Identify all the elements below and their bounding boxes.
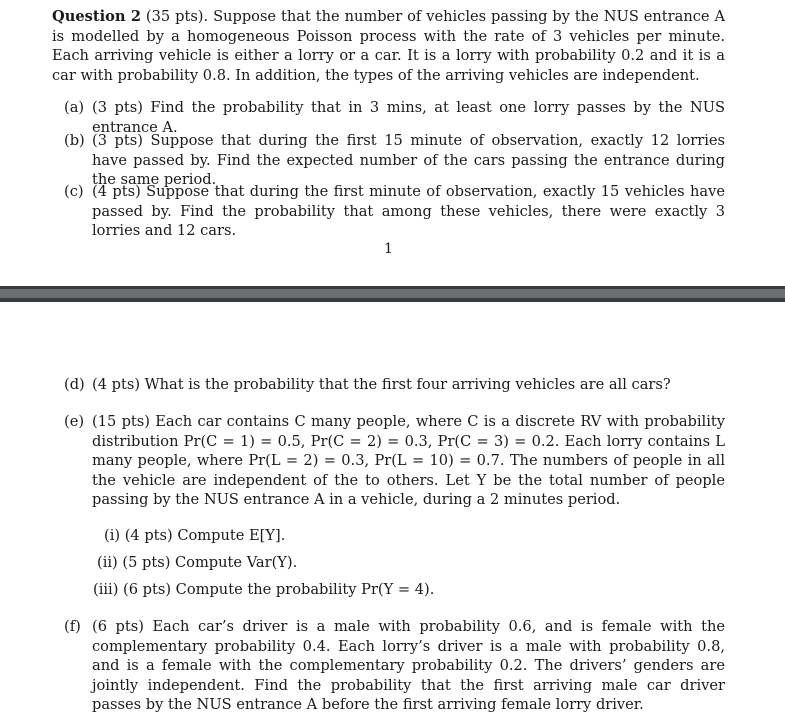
part-e-label: (e) [64,413,85,430]
part-c [64,182,725,241]
part-b-label: (b) [64,132,85,149]
part-f [64,617,725,715]
part-e-i-text: (4 pts) Compute E[Y]. [124,527,286,544]
part-e-ii-label: (ii) [97,554,118,571]
page-2 [0,302,785,719]
part-e-i [104,526,704,546]
page-separator [0,286,785,302]
part-b-text: (3 pts) Suppose that during the first 15 minute of observation, exactly 12 lorries have passed by. Find the expected number of the cars passing the entrance during the same period. [92,132,725,188]
part-d-label: (d) [64,376,85,393]
question-points: (35 pts). [145,8,209,25]
question-intro [52,7,725,85]
question-text: Suppose that the number of vehicles passing by the NUS entrance A is modelled by a homogeneous Poisson process with the rate of 3 vehicles per minute. Each arriving vehicle is either a lorry or a car. It is a lorry with probability 0.2 and it is a car with probability 0.8. In addition, the types of the arriving vehicles are independent. [52,8,725,84]
page-1 [0,0,785,286]
part-e-ii-text: (5 pts) Compute Var(Y). [122,554,298,571]
part-e-text: (15 pts) Each car contains C many people, where C is a discrete RV with probability distribution Pr(C = 1) = 0.5, Pr(C = 2) = 0.3, Pr(C = 3) = 0.2. Each lorry contains L many people, where Pr(L = 2) = 0.3, Pr(L = 10) = 0.7. The numbers of people in all the vehicle are independent of the to others. Let Y be the total number of people passing by the NUS entrance A in a vehicle, during a 2 minutes period. [92,413,725,508]
part-e-ii [97,553,697,573]
part-e-iii [93,580,693,600]
part-b [64,131,725,190]
part-c-text: (4 pts) Suppose that during the first minute of observation, exactly 15 vehicles have passed by. Find the probability that among these vehicles, there were exactly 3 lorries and 12 cars. [92,183,725,239]
page-number: 1 [384,241,393,257]
part-d [64,375,725,395]
part-f-text: (6 pts) Each car’s driver is a male with probability 0.6, and is female with the complementary probability 0.4. Each lorry’s driver is a male with probability 0.8, and is a female with the complementary probability 0.2. The drivers’ genders are jointly independent. Find the probability that the first arriving male car driver passes by the NUS entrance A before the first arriving female lorry driver. [92,618,725,713]
part-f-label: (f) [64,618,81,635]
question-label: Question 2 [52,8,141,25]
part-e-i-label: (i) [104,527,121,544]
part-d-text: (4 pts) What is the probability that the first four arriving vehicles are all cars? [92,376,671,393]
part-e [64,412,725,510]
part-c-label: (c) [64,183,84,200]
part-a-text: (3 pts) Find the probability that in 3 mins, at least one lorry passes by the NUS entrance A. [92,99,725,136]
part-e-iii-label: (iii) [93,581,119,598]
part-a-label: (a) [64,99,85,116]
part-e-iii-text: (6 pts) Compute the probability Pr(Y = 4). [123,581,435,598]
